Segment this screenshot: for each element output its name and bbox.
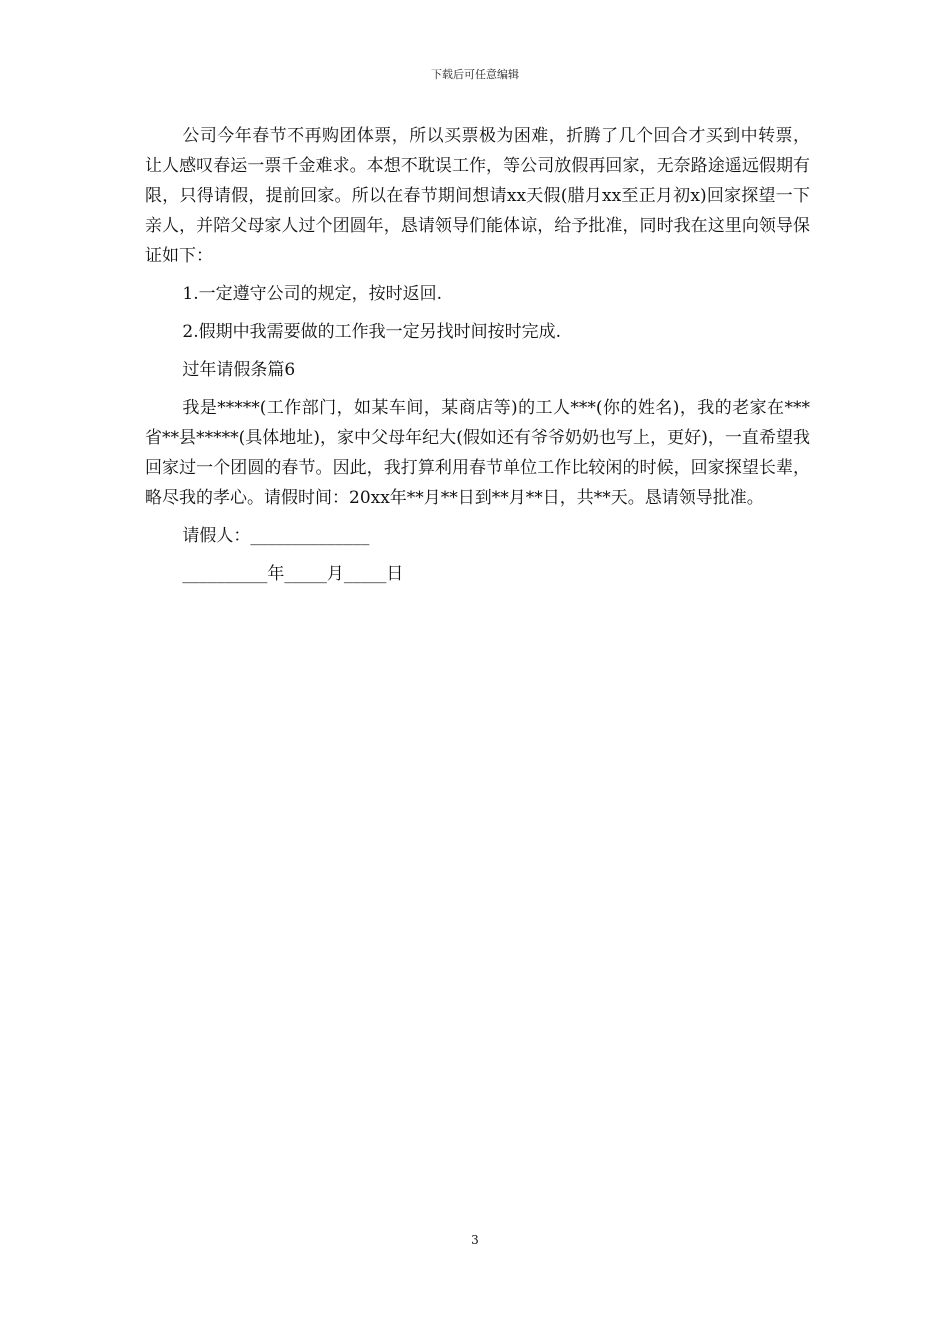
document-body [145, 121, 810, 597]
applicant-signature-line: 请假人：______________ [182, 526, 370, 546]
paragraph-leave-reason: 公司今年春节不再购团体票，所以买票极为困难，折腾了几个回合才买到中转票，让人感叹春运一票千金难求。本想不耽误工作，等公司放假再回家，无奈路途遥远假期有限，只得请假，提前回家。所以在春节期间想请xx天假(腊月xx至正月初x)回家探望一下亲人，并陪父母家人过个团圆年，恳请领导们能体谅，给予批准，同时我在这里向领导保证如下： [145, 126, 810, 266]
date-line: __________年_____月_____日 [182, 564, 404, 584]
page-number: 3 [471, 1233, 479, 1247]
guarantee-item-1: 1.一定遵守公司的规定，按时返回. [182, 284, 443, 304]
section-title: 过年请假条篇6 [182, 360, 296, 380]
paragraph-leave-request: 我是*****(工作部门，如某车间，某商店等)的工人***(你的姓名)，我的老家在***省**县*****(具体地址)，家中父母年纪大(假如还有爷爷奶奶也写上，更好)，一直希望我回家过一个团圆的春节。因此，我打算利用春节单位工作比较闲的时候，回家探望长辈，略尽我的孝心。请假时间：20xx年**月**日到**月**日，共**天。恳请领导批准。 [145, 398, 810, 508]
guarantee-item-2: 2.假期中我需要做的工作我一定另找时间按时完成. [182, 322, 562, 342]
page-header: 下载后可任意编辑 [431, 68, 519, 81]
